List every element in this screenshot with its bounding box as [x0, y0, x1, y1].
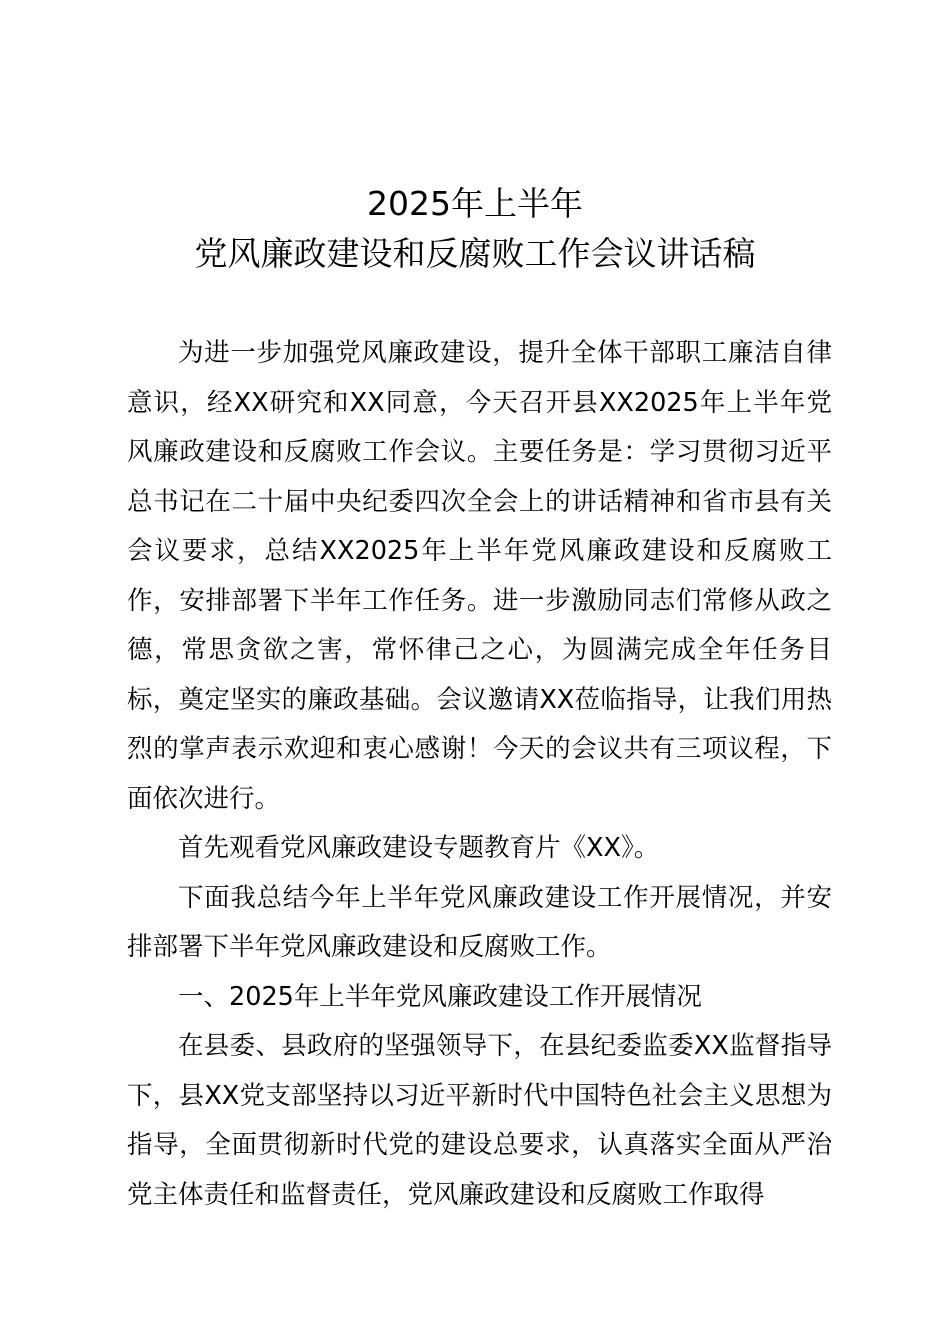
agenda-first-paragraph: 首先观看党风廉政建设专题教育片《XX》。 [178, 833, 660, 863]
document-title-line-1: 2025年上半年 [367, 184, 583, 223]
document-title-line-2: 党风廉政建设和反腐败工作会议讲话稿 [194, 234, 756, 273]
agenda-second-paragraph: 下面我总结今年上半年党风廉政建设工作开展情况，并安排部署下半年党风廉政建设和反腐败工作。 [127, 882, 832, 962]
section-paragraph: 在县委、县政府的坚强领导下，在县纪委监委XX监督指导下，县XX党支部坚持以习近平新时代中国特色社会主义思想为指导，全面贯彻新时代党的建设总要求，认真落实全面从严治党主体责任和监督责任，党风廉政建设和反腐败工作取得 [127, 1031, 832, 1210]
intro-paragraph: 为进一步加强党风廉政建设，提升全体干部职工廉洁自律意识，经XX研究和XX同意，今天召开县XX2025年上半年党风廉政建设和反腐败工作会议。主要任务是：学习贯彻习近平总书记在二十届中央纪委四次全会上的讲话精神和省市县有关会议要求，总结XX2025年上半年党风廉政建设和反腐败工作，安排部署下半年工作任务。进一步激励同志们常修从政之德，常思贪欲之害，常怀律己之心，为圆满完成全年任务目标，奠定坚实的廉政基础。会议邀请XX莅临指导，让我们用热烈的掌声表示欢迎和衷心感谢！今天的会议共有三项议程，下面依次进行。 [127, 338, 832, 814]
section-heading: 一、2025年上半年党风廉政建设工作开展情况 [178, 981, 702, 1012]
document-body [127, 329, 832, 1220]
